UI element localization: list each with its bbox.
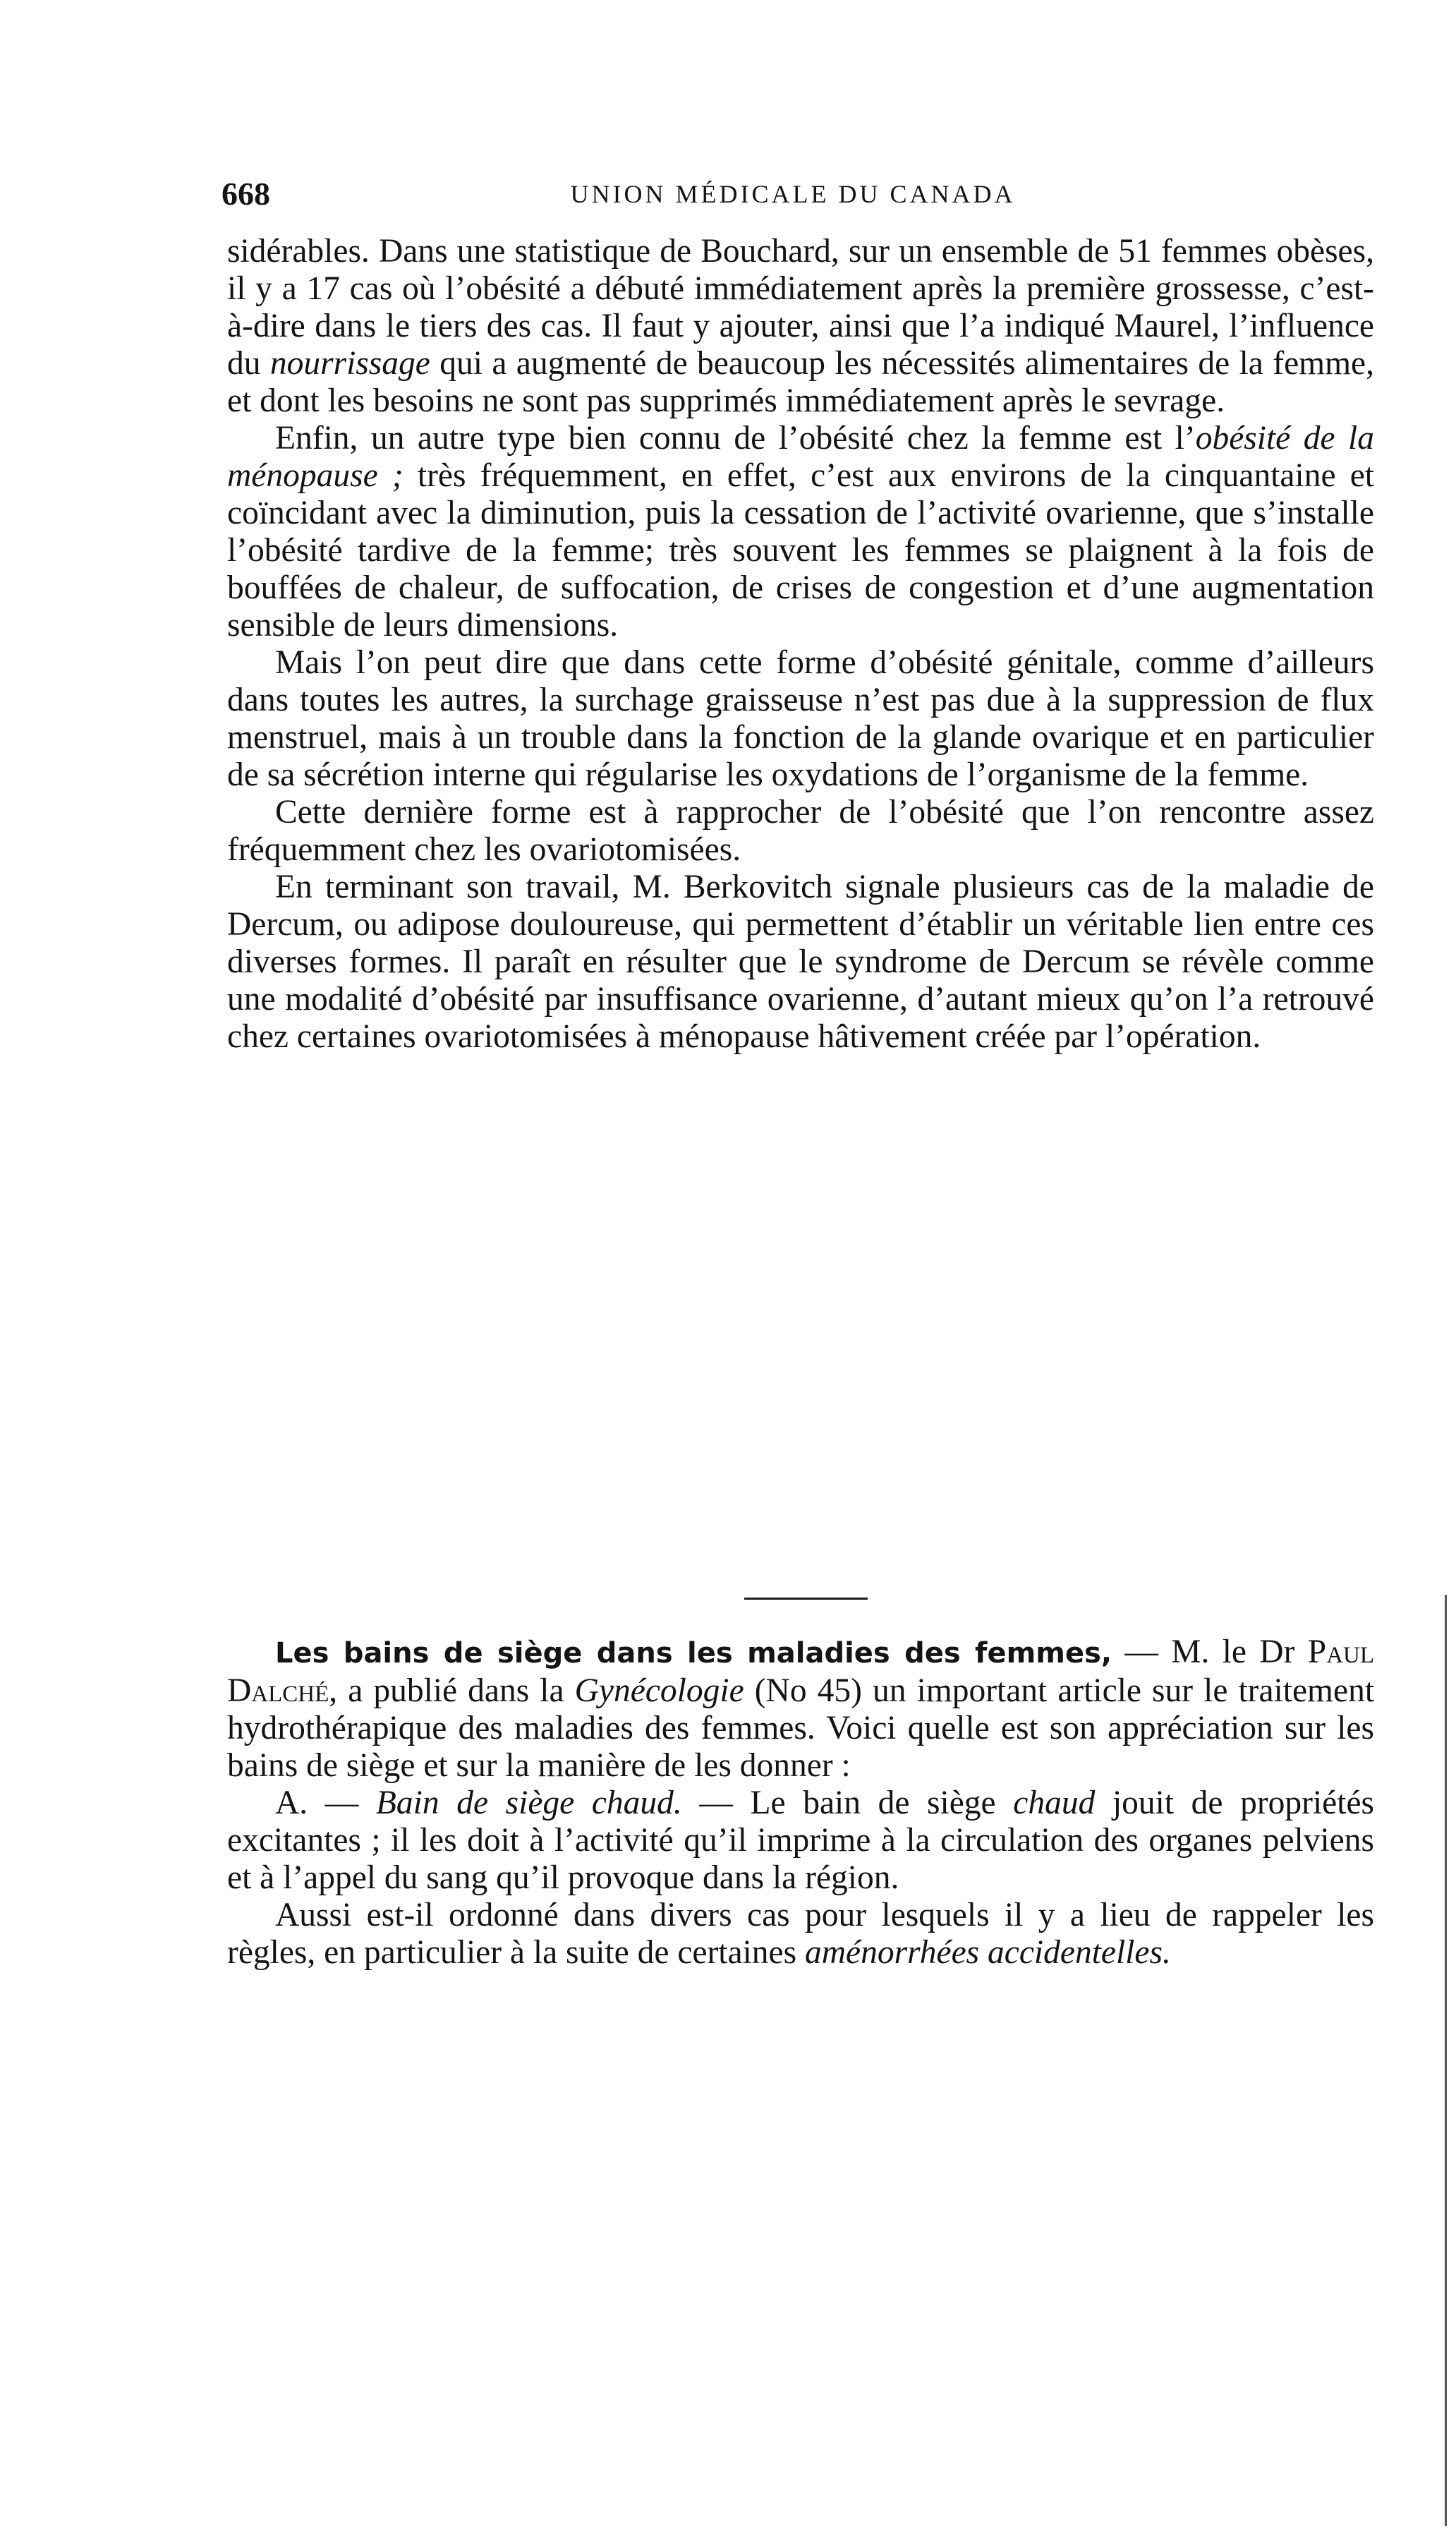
page-header xyxy=(212,175,1374,217)
section-b: Aussi est-il ordonné dans divers cas pour lesquels il y a lieu de rappeler les règles, en particulier à la suite de certaines aménorrhées accidentelles. xyxy=(227,1897,1374,1971)
paragraph-4: Cette dernière forme est à rapprocher de l’obésité que l’on rencontre assez fréquemment chez les ovariotomisées. xyxy=(227,794,1374,868)
paragraph-5: En terminant son travail, M. Berkovitch signale plusieurs cas de la maladie de Dercum, ou adipose douloureuse, qui permettent d’établir un véritable lien entre ces diverses formes. Il paraît en résulter que le syndrome de Dercum se révèle comme une modalité d’obésité par insuffisance ovarienne, d’autant mieux qu’on l’a retrouvé chez certaines ovariotomisées à ménopause hâtivement créée par l’opération. xyxy=(227,869,1374,1055)
italic-term: aménorrhées accidentelles. xyxy=(804,1934,1171,1971)
page-number: 668 xyxy=(222,176,270,212)
paragraph-1: sidérables. Dans une statistique de Bouchard, sur un ensemble de 51 femmes obèses, il y a 17 cas où l’obésité a débuté immédiatement après la première grossesse, c’est-à-dire dans le tiers des cas. Il faut y ajouter, ainsi que l’a indiqué Maurel, l’influence du nourrissage qui a augmenté de beaucoup les nécessités alimentaires de la femme, et dont les besoins ne sont pas supprimés immédiatement après le sevrage. xyxy=(227,233,1375,419)
italic-term: nourrissage xyxy=(269,345,430,382)
running-head: UNION MÉDICALE DU CANADA xyxy=(570,180,1016,208)
section-a: A. — Bain de siège chaud. — Le bain de siège chaud jouit de propriétés excitantes ; il les doit à l’activité qu’il imprime à la circulation des organes pelviens et à l’appel du sang qu’il provoque dans la région. xyxy=(227,1785,1375,1896)
journal-name: Gynécologie xyxy=(574,1672,744,1709)
paragraph-2: Enfin, un autre type bien connu de l’obésité chez la femme est l’obésité de la ménopause ; très fréquemment, en effet, c’est aux environs de la cinquantaine et coïncidant avec la diminution, puis la cessation de l’activité ovarienne, que s’installe l’obésité tardive de la femme; très souvent les femmes se plaignent à la fois de bouffées de chaleur, de suffocation, de crises de congestion et d’une augmentation sensible de leurs dimensions. xyxy=(227,420,1374,644)
subsection-title: Bain de siège chaud. xyxy=(375,1785,682,1821)
section-bains-de-siege xyxy=(227,1634,1374,1972)
section-intro: Les bains de siège dans les maladies des femmes, — M. le Dr Paul Dalché, a publié dans la Gynécologie (No 45) un important article sur le traitement hydrothérapique des maladies des femmes. Voici quelle est son appréciation sur les bains de siège et sur la manière de les donner : xyxy=(227,1634,1375,1784)
section-title: Les bains de siège dans les maladies des femmes, xyxy=(275,1637,1112,1670)
article-body xyxy=(227,233,1374,1056)
italic-term: obésité de la ménopause ; xyxy=(227,420,1374,494)
scan-margin-line xyxy=(1445,1595,1447,2526)
paragraph-3: Mais l’on peut dire que dans cette forme d’obésité génitale, comme d’ailleurs dans toutes les autres, la surchage graisseuse n’est pas due à la suppression de flux menstruel, mais à un trouble dans la fonction de la glande ovarique et en particulier de sa sécrétion interne qui régularise les oxydations de l’organisme de la femme. xyxy=(227,644,1374,793)
author-name: Paul Dalché, xyxy=(227,1634,1375,1709)
section-divider xyxy=(744,1598,868,1600)
